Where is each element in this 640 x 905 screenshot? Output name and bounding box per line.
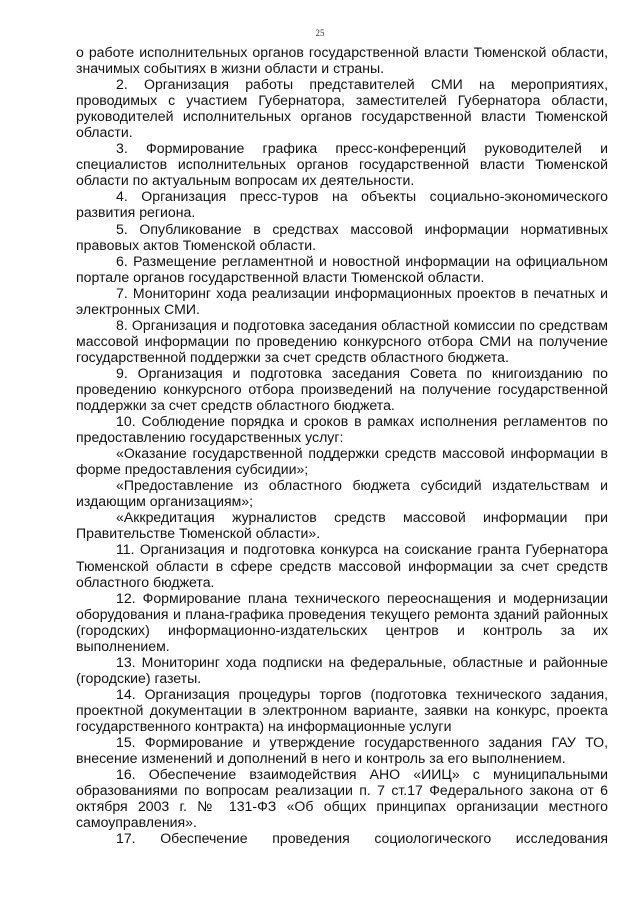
page-number: 25 (315, 28, 325, 38)
service-item-2: «Предоставление из областного бюджета субсидий издательствам и издающим организациям»; (76, 477, 608, 510)
document-body (76, 44, 608, 846)
paragraph-item-17: 17. Обеспечение проведения социологического исследования (116, 830, 608, 847)
paragraph-item-13: 13. Мониторинг хода подписки на федеральные, областные и районные (городские) газеты. (76, 653, 608, 686)
paragraph-item-8: 8. Организация и подготовка заседания областной комиссии по средствам массовой информации по проведению конкурсного отбора СМИ на получение государственной поддержки за счет средств областного бюджета. (76, 316, 608, 365)
paragraph-item-16: 16. Обеспечение взаимодействия АНО «ИИЦ» с муниципальными образованиями по вопросам реализации п. 7 ст.17 Федерального закона от 6 октября 2003 г. № 131-ФЗ «Об общих принципах организации местного самоуправления». (76, 766, 608, 831)
paragraph-item-15: 15. Формирование и утверждение государственного задания ГАУ ТО, внесение изменений и дополнений в него и контроль за его выполнением. (76, 734, 608, 767)
paragraph-item-12: 12. Формирование плана технического переоснащения и модернизации оборудования и плана-графика проведения текущего ремонта зданий районных (городских) информационно-издательских центров и контроль за их выполнением. (76, 589, 608, 654)
paragraph-item-14: 14. Организация процедуры торгов (подготовка технического задания, проектной документации в электронном варианте, заявки на конкурс, проекта государственного контракта) на информационные услуги (76, 685, 608, 734)
paragraph-item-4: 4. Организация пресс-туров на объекты социально-экономического развития региона. (76, 188, 608, 221)
paragraph-item-7: 7. Мониторинг хода реализации информационных проектов в печатных и электронных СМИ. (76, 284, 608, 317)
paragraph-item-5: 5. Опубликование в средствах массовой информации нормативных правовых актов Тюменской области. (76, 220, 608, 253)
service-item-1: «Оказание государственной поддержки средств массовой информации в форме предоставления субсидии»; (76, 445, 608, 478)
paragraph-item-10: 10. Соблюдение порядка и сроков в рамках исполнения регламентов по предоставлению государственных услуг: (76, 413, 608, 446)
paragraph-item-2: 2. Организация работы представителей СМИ на мероприятиях, проводимых с участием Губернатора, заместителей Губернатора области, руководителей исполнительных органов государственной власти Тюменской области. (76, 76, 608, 141)
paragraph-continuation: о работе исполнительных органов государственной власти Тюменской области, значимых событиях в жизни области и страны. (76, 44, 608, 77)
paragraph-item-11: 11. Организация и подготовка конкурса на соискание гранта Губернатора Тюменской области в сфере средств массовой информации за счет средств областного бюджета. (76, 541, 608, 590)
paragraph-item-9: 9. Организация и подготовка заседания Совета по книгоизданию по проведению конкурсного отбора произведений на получение государственной поддержки за счет средств областного бюджета. (76, 364, 608, 414)
paragraph-item-3: 3. Формирование графика пресс-конференций руководителей и специалистов исполнительных органов государственной власти Тюменской области по актуальным вопросам их деятельности. (76, 140, 608, 189)
paragraph-item-6: 6. Размещение регламентной и новостной информации на официальном портале органов государственной власти Тюменской области. (76, 252, 608, 285)
service-item-3: «Аккредитация журналистов средств массовой информации при Правительстве Тюменской области». (76, 509, 608, 542)
